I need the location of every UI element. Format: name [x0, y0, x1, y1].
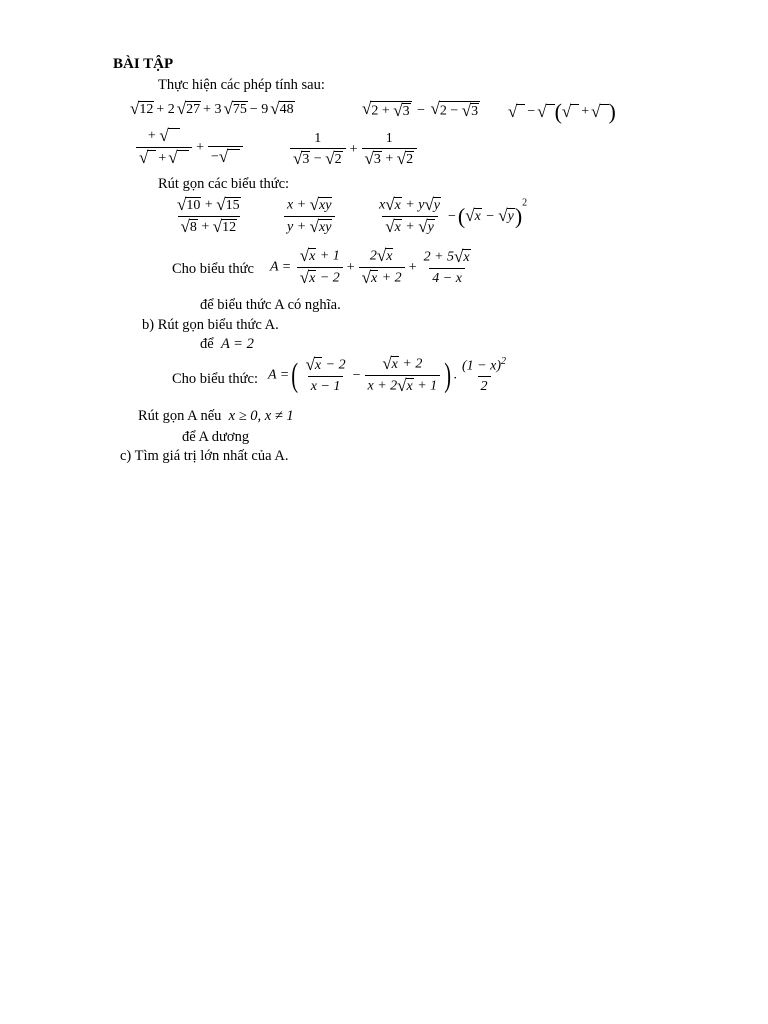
simplify-expr-2: x + √ xy y + √ xy [282, 197, 337, 236]
section4-prefix: Cho biểu thức: [172, 371, 258, 387]
section3-prefix: Cho biểu thức [172, 261, 254, 277]
expression-A-1: A = √ x + 1 √ x − 2 + 2 √ x √ x + 2 + 2 + 5 √ x 4 − x [270, 246, 470, 287]
page-title: BÀI TẬP [113, 56, 174, 72]
section4-line-a: Rút gọn A nếu x ≥ 0, x ≠ 1 [138, 408, 294, 424]
simplify-expr-1: √ 10 + √ 15 √ 8 + √ 12 [177, 195, 240, 236]
expr-4: + √ √ + √ + − √ [134, 128, 245, 167]
expr-5: 1 √ 3 − √ 2 + 1 √ 3 + √ 2 [288, 131, 419, 168]
expr-3: √ − √ ( √ + √ ) [508, 99, 616, 124]
section4-line-b: để A dương [182, 429, 250, 445]
section3-line-b: b) Rút gọn biểu thức A. [142, 317, 279, 333]
section4-line-c: c) Tìm giá trị lớn nhất của A. [120, 448, 289, 464]
section2-heading: Rút gọn các biểu thức: [158, 176, 290, 192]
sqrt-12: √ 12 [130, 99, 154, 118]
expr-1: √ 12 + 2 √ 27 + 3 √ 75 − 9 √ 48 [130, 99, 294, 118]
simplify-expr-3: x √ x + y √ y √ x + √ y −( √ x − √ y )$^2$ [379, 195, 528, 236]
section3-line-c: để A = 2 [200, 336, 254, 352]
section3-line-a: để biểu thức A có nghĩa. [200, 297, 341, 313]
expr-2: √ 2 + √ 3 − √ 2 − √ 3 [362, 99, 479, 120]
section1-heading: Thực hiện các phép tính sau: [158, 77, 325, 93]
expression-A-2: A =( √ x − 2 x − 1 − √ x + 2 x + 2 √ x + 1 ) . $\frac{(1 - x)^2}{2}$ [268, 354, 507, 395]
